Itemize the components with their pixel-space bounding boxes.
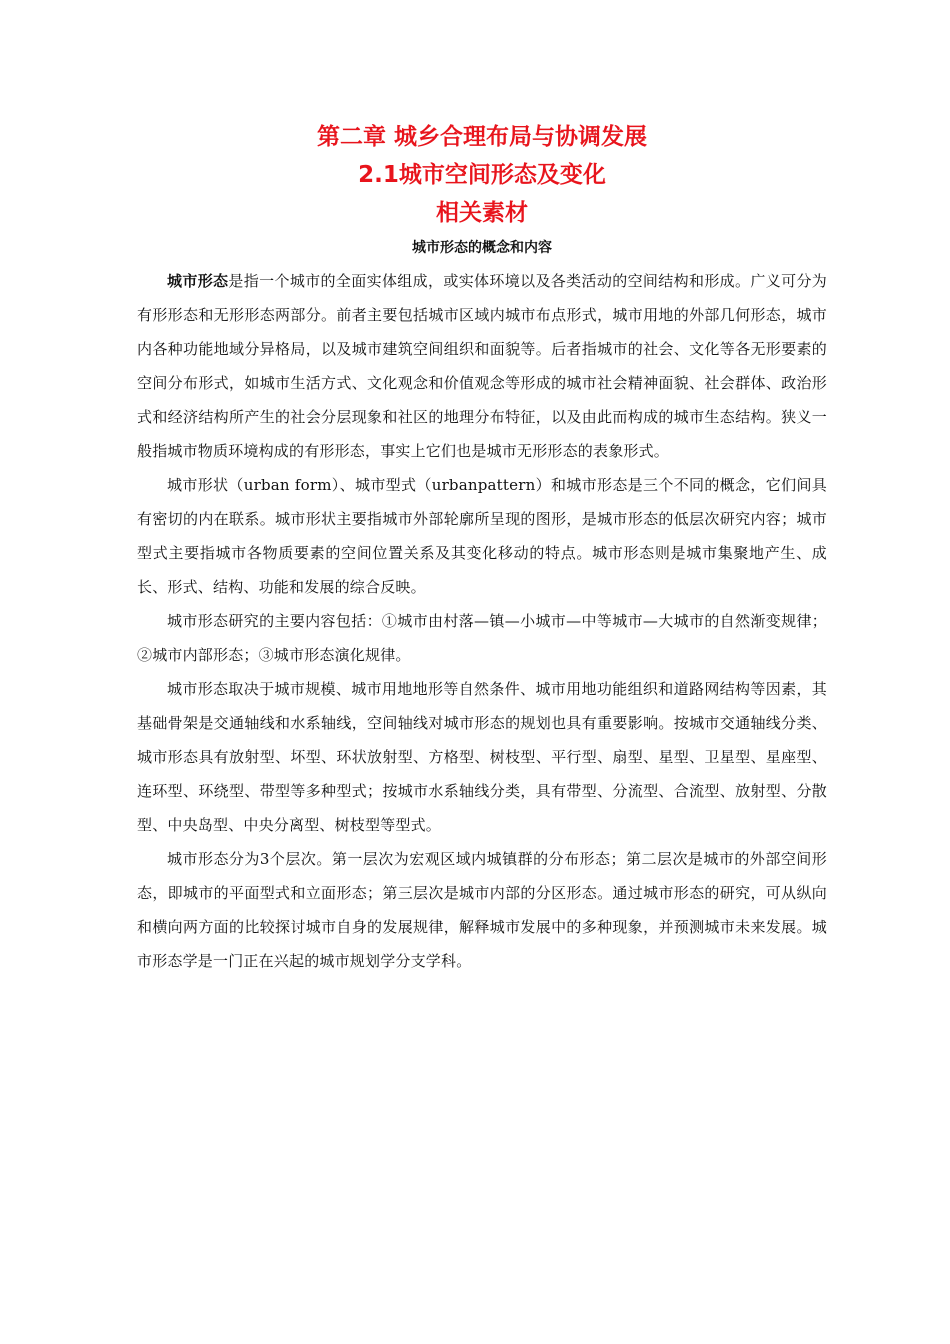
document-page xyxy=(137,118,827,978)
paragraph-5: 城市形态分为3个层次。第一层次为宏观区域内城镇群的分布形态；第二层次是城市的外部空间形态，即城市的平面型式和立面形态；第三层次是城市内部的分区形态。通过城市形态的研究，可从纵向和横向两方面的比较探讨城市自身的发展规律，解释城市发展中的多种现象，并预测城市未来发展。城市形态学是一门正在兴起的城市规划学分支学科。 xyxy=(137,850,827,970)
term-urban-form: 城市形态 xyxy=(167,272,229,290)
paragraph-3: 城市形态研究的主要内容包括：①城市由村落—镇—小城市—中等城市—大城市的自然渐变规律；②城市内部形态；③城市形态演化规律。 xyxy=(137,612,827,664)
paragraph-1-text: 是指一个城市的全面实体组成，或实体环境以及各类活动的空间结构和形成。广义可分为有形形态和无形形态两部分。前者主要包括城市区域内城市布点形式，城市用地的外部几何形态，城市内各种功能地域分异格局，以及城市建筑空间组织和面貌等。后者指城市的社会、文化等各无形要素的空间分布形式，如城市生活方式、文化观念和价值观念等形成的城市社会精神面貌、社会群体、政治形式和经济结构所产生的社会分层现象和社区的地理分布特征，以及由此而构成的城市生态结构。狭义一般指城市物质环境构成的有形形态，事实上它们也是城市无形形态的表象形式。 xyxy=(137,272,827,460)
section-title: 2.1城市空间形态及变化 xyxy=(358,162,606,188)
paragraph-1 xyxy=(137,264,827,468)
paragraph-2: 城市形状（urban form）、城市型式（urbanpattern）和城市形态是三个不同的概念，它们间具有密切的内在联系。城市形状主要指城市外部轮廓所呈现的图形，是城市形态的低层次研究内容；城市型式主要指城市各物质要素的空间位置关系及其变化移动的特点。城市形态则是城市集聚地产生、成长、形式、结构、功能和发展的综合反映。 xyxy=(137,476,827,596)
chapter-title: 第二章 城乡合理布局与协调发展 xyxy=(316,124,647,150)
subtitle: 相关素材 xyxy=(436,200,528,226)
paragraph-4: 城市形态取决于城市规模、城市用地地形等自然条件、城市用地功能组织和道路网结构等因素，其基础骨架是交通轴线和水系轴线，空间轴线对城市形态的规划也具有重要影响。按城市交通轴线分类、城市形态具有放射型、坏型、环状放射型、方格型、树枝型、平行型、扇型、星型、卫星型、星座型、连环型、环绕型、带型等多种型式；按城市水系轴线分类，具有带型、分流型、合流型、放射型、分散型、中央岛型、中央分离型、树枝型等型式。 xyxy=(137,680,827,834)
article-heading: 城市形态的概念和内容 xyxy=(412,240,552,256)
